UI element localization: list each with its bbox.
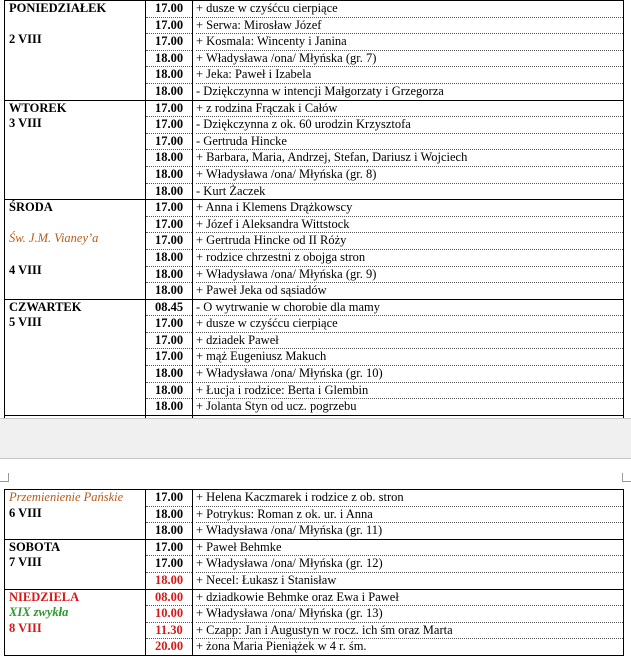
day-label (9, 216, 145, 232)
day-label: Św. J.M. Vianey’a (9, 231, 99, 246)
mass-intention: + dusze w czyśćcu cierpiące (196, 316, 623, 333)
day-label: 7 VIII (9, 555, 42, 570)
times-cell (146, 1, 193, 101)
day-cell (5, 589, 146, 655)
mass-intention: + Potrykus: Roman z ok. ur. i Anna (196, 507, 623, 524)
day-row (5, 1, 624, 101)
mass-intention: - Kurt Żaczek (196, 183, 266, 198)
mass-time: 18.00 (154, 523, 184, 538)
mass-time: 17.00 (146, 540, 192, 557)
schedule-body (5, 1, 624, 432)
day-label: CZWARTEK (9, 299, 82, 314)
mass-intention: + Gertruda Hincke od II Róży (196, 233, 623, 250)
mass-time: 17.00 (146, 556, 192, 573)
mass-time: 18.00 (146, 507, 192, 524)
times-cell (146, 539, 193, 589)
schedule-body (5, 490, 624, 656)
day-cell (5, 100, 146, 200)
mass-intention: + Jeka: Paweł i Izabela (196, 67, 623, 84)
intentions-cell (193, 539, 624, 589)
day-label: SOBOTA (9, 539, 61, 554)
day-label (9, 247, 145, 263)
mass-time: 18.00 (146, 383, 192, 400)
mass-time: 18.00 (146, 267, 192, 284)
mass-time: 18.00 (146, 51, 192, 68)
mass-intention: + rodzice chrzestni z obojga stron (196, 250, 623, 267)
mass-intention: + Serwa: Mirosław Józef (196, 18, 623, 35)
mass-intention: + dziadek Paweł (196, 333, 623, 350)
mass-time: 17.00 (146, 134, 192, 151)
day-row (5, 490, 624, 540)
intentions-cell (193, 1, 624, 101)
mass-time: 17.00 (146, 490, 192, 507)
day-label: 8 VIII (9, 620, 42, 635)
crop-mark-left (0, 473, 9, 482)
mass-intention: + Barbara, Maria, Andrzej, Stefan, Dariusz i Wojciech (196, 150, 623, 167)
day-row (5, 299, 624, 415)
day-label: 5 VIII (9, 315, 42, 330)
mass-intention: + Władysława /ona/ Młyńska (gr. 10) (196, 366, 623, 383)
day-label: XIX zwykła (9, 605, 69, 620)
day-cell (5, 299, 146, 415)
mass-time: 18.00 (154, 283, 184, 298)
mass-time: 17.00 (146, 349, 192, 366)
intentions-cell (193, 299, 624, 415)
day-label: Przemienienie Pańskie (9, 490, 124, 504)
day-row (5, 589, 624, 655)
mass-intention: + Anna i Klemens Drążkowscy (196, 200, 623, 217)
page-bottom-edge (0, 418, 631, 419)
mass-time: 17.00 (146, 1, 192, 18)
day-cell (5, 490, 146, 540)
mass-time: 18.00 (154, 572, 184, 587)
mass-time: 18.00 (146, 150, 192, 167)
mass-time: 08.45 (146, 300, 192, 317)
mass-time: 20.00 (154, 639, 184, 654)
times-cell (146, 100, 193, 200)
mass-time: 18.00 (146, 250, 192, 267)
mass-intention: + Helena Kaczmarek i rodzice z ob. stron (196, 490, 623, 507)
day-label: 2 VIII (9, 32, 42, 47)
mass-intention: + Władysława /ona/ Młyńska (gr. 13) (196, 606, 623, 623)
mass-time: 18.00 (154, 399, 184, 414)
mass-intention: + dusze w czyśćcu cierpiące (196, 1, 623, 18)
times-cell (146, 490, 193, 540)
day-label: 6 VIII (9, 505, 42, 520)
mass-intention: + dziadkowie Behmke oraz Ewa i Paweł (196, 590, 623, 607)
mass-time: 08.00 (146, 590, 192, 607)
mass-time: 18.00 (146, 366, 192, 383)
mass-time: 17.00 (146, 333, 192, 350)
mass-time: 17.00 (146, 18, 192, 35)
mass-intention: + Czapp: Jan i Augustyn w rocz. ich śm oraz Marta (196, 623, 623, 640)
mass-intention: + Władysława /ona/ Młyńska (gr. 7) (196, 51, 623, 68)
mass-intention: + mąż Eugeniusz Makuch (196, 349, 623, 366)
mass-intention: + Paweł Jeka od sąsiadów (196, 283, 327, 298)
crop-mark-right (622, 473, 631, 482)
mass-time: 18.00 (154, 83, 184, 98)
day-cell (5, 539, 146, 589)
mass-intention: - Dziękczynna w intencji Małgorzaty i Grzegorza (196, 83, 444, 98)
mass-intention: + Necel: Łukasz i Stanisław (196, 572, 337, 587)
mass-time: 18.00 (154, 183, 184, 198)
intentions-cell (193, 589, 624, 655)
mass-intention: + Jolanta Styn od ucz. pogrzebu (196, 399, 357, 414)
day-label: 4 VIII (9, 262, 42, 277)
mass-intention: + Władysława /ona/ Młyńska (gr. 12) (196, 556, 623, 573)
mass-intention: + Kosmala: Wincenty i Janina (196, 34, 623, 51)
mass-time: 17.00 (146, 217, 192, 234)
times-cell (146, 589, 193, 655)
mass-time: 17.00 (146, 34, 192, 51)
mass-intention: + z rodzina Frączak i Całów (196, 101, 623, 118)
mass-time: 10.00 (146, 606, 192, 623)
day-label: NIEDZIELA (9, 589, 80, 604)
day-cell (5, 1, 146, 101)
mass-intention: + Łucja i rodzice: Berta i Glembin (196, 383, 623, 400)
day-label: ŚRODA (9, 200, 53, 215)
mass-intention: - Gertruda Hincke (196, 134, 623, 151)
mass-time: 17.00 (146, 101, 192, 118)
mass-time: 18.00 (146, 67, 192, 84)
times-cell (146, 200, 193, 300)
mass-intention: + Józef i Aleksandra Wittstock (196, 217, 623, 234)
mass-intention: + żona Maria Pieniążek w 4 r. śm. (196, 639, 367, 654)
mass-schedule-table-weekend (4, 489, 624, 656)
mass-intention: + Paweł Behmke (196, 540, 623, 557)
mass-time: 11.30 (146, 623, 192, 640)
mass-intention: + Władysława /ona/ Młyńska (gr. 9) (196, 267, 623, 284)
mass-time: 18.00 (146, 167, 192, 184)
document-page-2 (0, 459, 631, 659)
day-row (5, 539, 624, 589)
day-label: 3 VIII (9, 116, 42, 131)
mass-time: 17.00 (146, 316, 192, 333)
day-label (9, 17, 145, 33)
mass-intention: + Władysława /ona/ Młyńska (gr. 11) (196, 523, 383, 538)
mass-time: 17.00 (146, 200, 192, 217)
day-cell (5, 200, 146, 300)
mass-intention: - O wytrwanie w chorobie dla mamy (196, 300, 623, 317)
day-label: WTOREK (9, 100, 67, 115)
intentions-cell (193, 200, 624, 300)
mass-time: 17.00 (146, 233, 192, 250)
mass-schedule-table-week-days (4, 0, 624, 432)
mass-intention: - Dziękczynna z ok. 60 urodzin Krzysztofa (196, 117, 623, 134)
day-label: PONIEDZIAŁEK (9, 1, 107, 15)
day-row (5, 100, 624, 200)
page-break-gap (0, 418, 631, 459)
times-cell (146, 299, 193, 415)
day-row (5, 200, 624, 300)
intentions-cell (193, 100, 624, 200)
mass-time: 17.00 (146, 117, 192, 134)
intentions-cell (193, 490, 624, 540)
mass-intention: + Władysława /ona/ Młyńska (gr. 8) (196, 167, 623, 184)
